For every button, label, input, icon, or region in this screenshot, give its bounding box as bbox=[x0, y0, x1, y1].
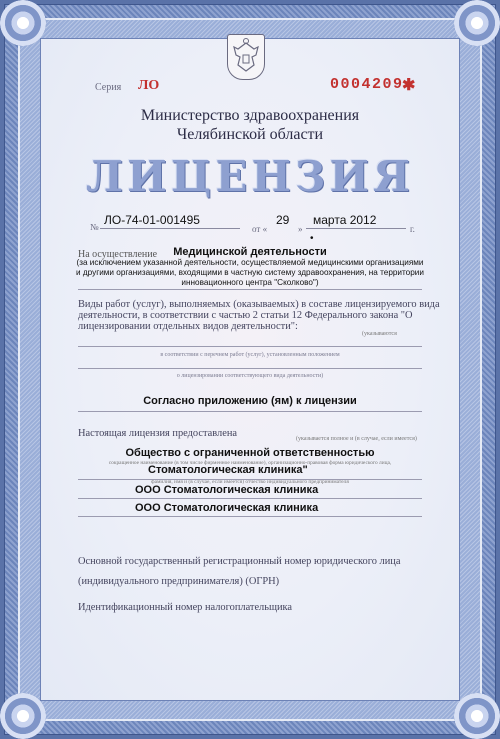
license-month-year: марта 2012 bbox=[313, 213, 377, 227]
works-hint-right: (указываются bbox=[362, 331, 397, 337]
license-number: ЛО-74-01-001495 bbox=[104, 213, 200, 227]
activity-note-1: (за исключением указанной деятельности, осуществляемой медицинскими организациями bbox=[76, 258, 424, 267]
license-number-underline bbox=[100, 228, 240, 229]
licensee-hint-1: сокращенное наименование (в том числе фирменное наименование), организационно-правовая форма юридического лица, bbox=[108, 460, 392, 466]
ogrn-label-2: (индивидуального предпринимателя) (ОГРН) bbox=[78, 576, 280, 587]
works-text-2: деятельности, в соответствии с частью 2 статьи 12 Федерального закона "О bbox=[78, 310, 413, 321]
license-year-suffix: г. bbox=[410, 224, 415, 234]
issuer-line-2: Челябинской области bbox=[176, 126, 324, 143]
licensee-underline-3 bbox=[78, 516, 422, 517]
form-number: 0004209 bbox=[330, 76, 404, 93]
granted-hint: (указывается полное и (в случае, если имеется) bbox=[296, 436, 417, 442]
serial-value: ЛО bbox=[138, 78, 160, 93]
works-hint-1: в соответствии с перечнем работ (услуг), установленным положением bbox=[160, 352, 340, 358]
works-hint-2: о лицензировании соответствующего вида деятельности) bbox=[176, 373, 324, 379]
license-date-from-label: от « bbox=[252, 224, 268, 234]
activity-note-3: инновационного центра "Сколково") bbox=[181, 278, 319, 287]
licensee-underline-2 bbox=[78, 498, 422, 499]
works-text-1: Виды работ (услуг), выполняемых (оказываемых) в составе лицензируемого вида bbox=[78, 299, 440, 310]
works-text-3: лицензировании отдельных видов деятельности": bbox=[78, 321, 298, 332]
issuer-line-1: Министерство здравоохранения bbox=[140, 107, 360, 124]
license-day: 29 bbox=[276, 213, 290, 227]
license-number-label: № bbox=[90, 222, 99, 232]
licensee-short-name-2: ООО Стоматологическая клиника bbox=[135, 502, 319, 514]
activity-label: На осуществление bbox=[78, 249, 158, 260]
corner-rosette-icon bbox=[454, 693, 500, 739]
licensee-full-name: Общество с ограниченной ответственностью bbox=[125, 447, 375, 459]
licensee-short-name-1: ООО Стоматологическая клиника bbox=[135, 484, 319, 496]
works-line-1 bbox=[78, 346, 422, 347]
inn-label: Идентификационный номер налогоплательщика bbox=[78, 602, 293, 613]
licensee-hint-2: фамилия, имя и (в случае, если имеется) отчество индивидуального предпринимателя bbox=[151, 479, 349, 485]
license-day-close: » bbox=[298, 224, 303, 234]
activity-note-2: и другими организациями, входящими в частную систему здравоохранения, на территории bbox=[76, 268, 424, 277]
activity-underline bbox=[78, 289, 422, 290]
corner-rosette-icon bbox=[454, 0, 500, 46]
appendix-underline bbox=[78, 411, 422, 412]
activity-value: Медицинской деятельности bbox=[173, 246, 327, 258]
licensee-clinic-name: Стоматологическая клиника" bbox=[148, 464, 308, 476]
ogrn-label-1: Основной государственный регистрационный номер юридического лица bbox=[78, 556, 401, 567]
star-mark: ✱ bbox=[402, 77, 416, 94]
granted-label: Настоящая лицензия предоставлена bbox=[78, 428, 238, 439]
serial-label: Серия bbox=[95, 82, 122, 93]
works-line-2 bbox=[78, 368, 422, 369]
dot-mark: • bbox=[310, 233, 314, 244]
appendix-text: Согласно приложению (ям) к лицензии bbox=[143, 395, 357, 407]
document-title: ЛИЦЕНЗИЯ bbox=[85, 152, 415, 201]
licensee-underline-1 bbox=[78, 479, 422, 480]
coat-of-arms-icon bbox=[227, 34, 265, 80]
license-date-underline bbox=[306, 228, 406, 229]
